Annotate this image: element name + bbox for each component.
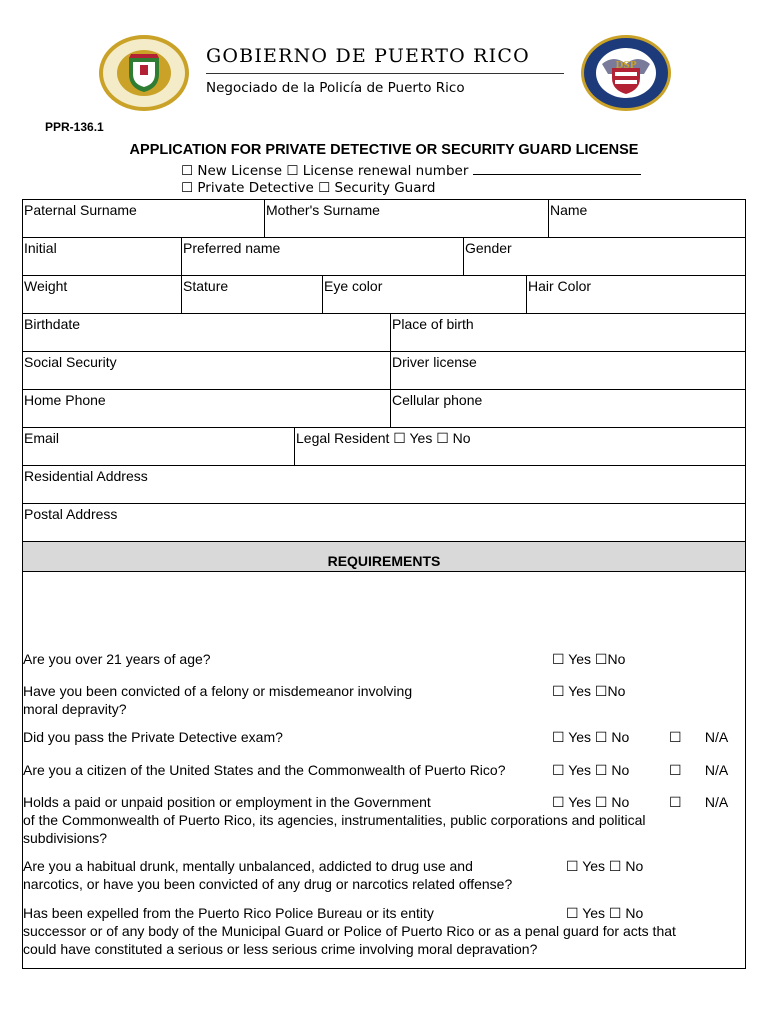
question-detective-exam: Did you pass the Private Detective exam? — [23, 729, 283, 745]
license-type-options[interactable] — [181, 162, 641, 179]
exam-answer-checkboxes[interactable]: ☐ Yes ☐ No — [552, 729, 630, 745]
question-convicted-felony: Have you been convicted of a felony or misdemeanor involving moral depravity? — [23, 683, 413, 717]
legal-resident-field[interactable]: Legal Resident ☐ Yes ☐ No — [294, 428, 747, 465]
felony-answer-checkboxes[interactable]: ☐ Yes ☐No — [552, 683, 626, 699]
form-row — [23, 200, 745, 238]
mothers-surname-field[interactable]: Mother's Surname — [264, 200, 548, 237]
citizen-answer-checkboxes[interactable]: ☐ Yes ☐ No — [552, 762, 630, 778]
form-code: PPR-136.1 — [45, 120, 104, 134]
form-row — [23, 276, 745, 314]
postal-address-field[interactable]: Postal Address — [24, 506, 118, 522]
form-row — [23, 428, 745, 466]
email-field[interactable]: Email — [24, 430, 60, 446]
question-government-position: Holds a paid or unpaid position or employment in the Government of the Commonwealth of Puerto Rico, its agencies, instrumentalities, public corporations and political subdivisions? — [23, 794, 646, 846]
license-type-label: ☐ New License ☐ License renewal number — [181, 163, 473, 179]
paternal-surname-field[interactable]: Paternal Surname — [24, 202, 137, 218]
initial-field[interactable]: Initial — [24, 240, 57, 256]
government-title: GOBIERNO DE PUERTO RICO — [206, 45, 530, 67]
puerto-rico-government-seal-icon — [98, 34, 190, 112]
birthdate-field[interactable]: Birthdate — [24, 316, 81, 332]
applicant-form-table — [22, 199, 746, 969]
form-row — [23, 314, 745, 352]
government-answer-checkboxes[interactable]: ☐ Yes ☐ No — [552, 794, 630, 810]
preferred-name-field[interactable]: Preferred name — [181, 238, 463, 275]
gender-field[interactable]: Gender — [463, 238, 747, 275]
license-category-options[interactable]: ☐ Private Detective ☐ Security Guard — [181, 180, 436, 196]
form-row — [23, 352, 745, 390]
form-row — [23, 390, 745, 428]
question-drug-offense: Are you a habitual drunk, mentally unbalanced, addicted to drug use and narcotics, or have you been convicted of any drug or narcotics related offense? — [23, 858, 513, 892]
form-row — [23, 238, 745, 276]
home-phone-field[interactable]: Home Phone — [24, 392, 106, 408]
age-answer-checkboxes[interactable]: ☐ Yes ☐No — [552, 651, 626, 667]
social-security-field[interactable]: Social Security — [24, 354, 117, 370]
public-safety-department-seal-icon — [580, 34, 672, 112]
stature-field[interactable]: Stature — [181, 276, 322, 313]
requirements-header: REQUIREMENTS — [23, 542, 745, 572]
form-row — [23, 466, 745, 504]
svg-text:DSP: DSP — [615, 61, 637, 71]
citizen-na-checkbox[interactable]: ☐ N/A — [669, 762, 729, 778]
form-title: APPLICATION FOR PRIVATE DETECTIVE OR SECURITY GUARD LICENSE — [129, 142, 639, 158]
question-age: Are you over 21 years of age? — [23, 651, 211, 667]
renewal-number-blank[interactable] — [473, 162, 641, 175]
question-expelled: Has been expelled from the Puerto Rico Police Bureau or its entity successor or of any body of the Municipal Guard or Police of Puerto Rico or as a penal guard for acts that could have constituted a serious or less serious crime involving moral depravation? — [23, 905, 676, 957]
question-citizen: Are you a citizen of the United States and the Commonwealth of Puerto Rico? — [23, 762, 506, 778]
eye-color-field[interactable]: Eye color — [322, 276, 526, 313]
drug-answer-checkboxes[interactable]: ☐ Yes ☐ No — [566, 858, 644, 874]
name-field[interactable]: Name — [548, 200, 747, 237]
requirements-section — [23, 572, 745, 968]
government-na-checkbox[interactable]: ☐ N/A — [669, 794, 729, 810]
agency-subtitle: Negociado de la Policía de Puerto Rico — [206, 80, 465, 96]
residential-address-field[interactable]: Residential Address — [24, 468, 148, 484]
header-divider — [206, 73, 564, 74]
cellular-phone-field[interactable]: Cellular phone — [390, 390, 747, 427]
weight-field[interactable]: Weight — [24, 278, 68, 294]
hair-color-field[interactable]: Hair Color — [526, 276, 747, 313]
driver-license-field[interactable]: Driver license — [390, 352, 747, 389]
exam-na-checkbox[interactable]: ☐ N/A — [669, 729, 729, 745]
expelled-answer-checkboxes[interactable]: ☐ Yes ☐ No — [566, 905, 644, 921]
form-row — [23, 504, 745, 542]
place-of-birth-field[interactable]: Place of birth — [390, 314, 747, 351]
